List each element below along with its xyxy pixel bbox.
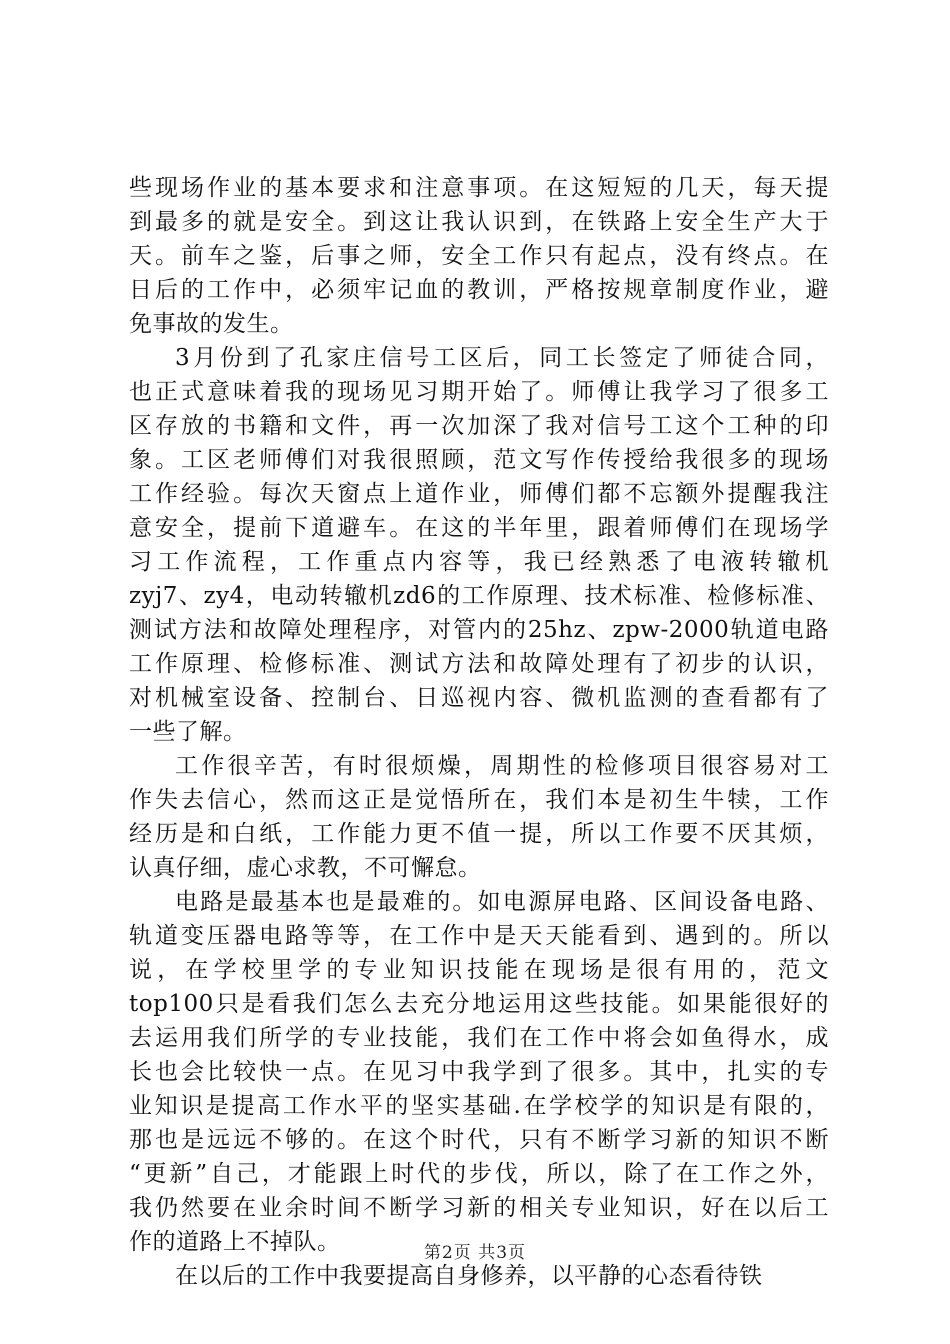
text-line: 长也会比较快一点。在见习中我学到了很多。其中，扎实的专 — [129, 1059, 829, 1085]
paragraph-start-line: 3月份到了孔家庄信号工区后，同工长签定了师徒合同， — [175, 345, 829, 371]
text-line: 去运用我们所学的专业技能，我们在工作中将会如鱼得水，成 — [129, 1025, 829, 1051]
paragraph-start-line: 电路是最基本也是最难的。如电源屏电路、区间设备电路、 — [175, 889, 829, 915]
document-body — [129, 171, 829, 1293]
text-line: 作的道路上不掉队。 — [129, 1229, 341, 1255]
text-line: 工作经验。每次天窗点上道作业，师傅们都不忘额外提醒我注 — [129, 481, 829, 507]
text-line: 象。工区老师傅们对我很照顾，范文写作传授给我很多的现场 — [129, 447, 829, 473]
text-line: 免事故的发生。 — [129, 311, 294, 337]
text-line: 对机械室设备、控制台、日巡视内容、微机监测的查看都有了 — [129, 685, 829, 711]
paragraph-start-line: 工作很辛苦，有时很烦燥，周期性的检修项目很容易对工 — [175, 753, 829, 779]
text-line: 日后的工作中，必须牢记血的教训，严格按规章制度作业，避 — [129, 277, 829, 303]
text-line: 区存放的书籍和文件，再一次加深了我对信号工这个工种的印 — [129, 413, 829, 439]
text-line: 也正式意味着我的现场见习期开始了。师傅让我学习了很多工 — [129, 379, 829, 405]
text-line: 测试方法和故障处理程序，对管内的25hz、zpw-2000轨道电路 — [129, 617, 829, 643]
text-line: 我仍然要在业余时间不断学习新的相关专业知识，好在以后工 — [129, 1195, 829, 1221]
text-line: 说，在学校里学的专业知识技能在现场是很有用的，范文 — [129, 957, 829, 983]
text-line: 意安全，提前下道避车。在这的半年里，跟着师傅们在现场学 — [129, 515, 829, 541]
text-line: 一些了解。 — [129, 719, 247, 745]
text-line: 到最多的就是安全。到这让我认识到，在铁路上安全生产大于 — [129, 209, 829, 235]
text-line: 认真仔细，虚心求教，不可懈怠。 — [129, 855, 482, 881]
text-line: 业知识是提高工作水平的坚实基础.在学校学的知识是有限的， — [129, 1093, 829, 1119]
page-number-footer: 第2页 共3页 — [423, 1243, 527, 1263]
text-line: 经历是和白纸，工作能力更不值一提，所以工作要不厌其烦， — [129, 821, 829, 847]
text-line: 工作原理、检修标准、测试方法和故障处理有了初步的认识， — [129, 651, 829, 677]
text-line: 习工作流程，工作重点内容等，我已经熟悉了电液转辙机 — [129, 549, 829, 575]
paragraph-start-line: 在以后的工作中我要提高自身修养，以平静的心态看待铁 — [175, 1263, 763, 1289]
text-line: 轨道变压器电路等等，在工作中是天天能看到、遇到的。所以 — [129, 923, 829, 949]
text-line: 作失去信心，然而这正是觉悟所在，我们本是初生牛犊，工作 — [129, 787, 829, 813]
text-line: top100只是看我们怎么去充分地运用这些技能。如果能很好的 — [129, 991, 829, 1017]
text-line: 些现场作业的基本要求和注意事项。在这短短的几天，每天提 — [129, 175, 829, 201]
text-line: 天。前车之鉴，后事之师，安全工作只有起点，没有终点。在 — [129, 243, 829, 269]
text-line: “更新”自己，才能跟上时代的步伐，所以，除了在工作之外， — [129, 1161, 829, 1187]
text-line: zyj7、zy4，电动转辙机zd6的工作原理、技术标准、检修标准、 — [129, 583, 829, 609]
text-line: 那也是远远不够的。在这个时代，只有不断学习新的知识不断 — [129, 1127, 829, 1153]
